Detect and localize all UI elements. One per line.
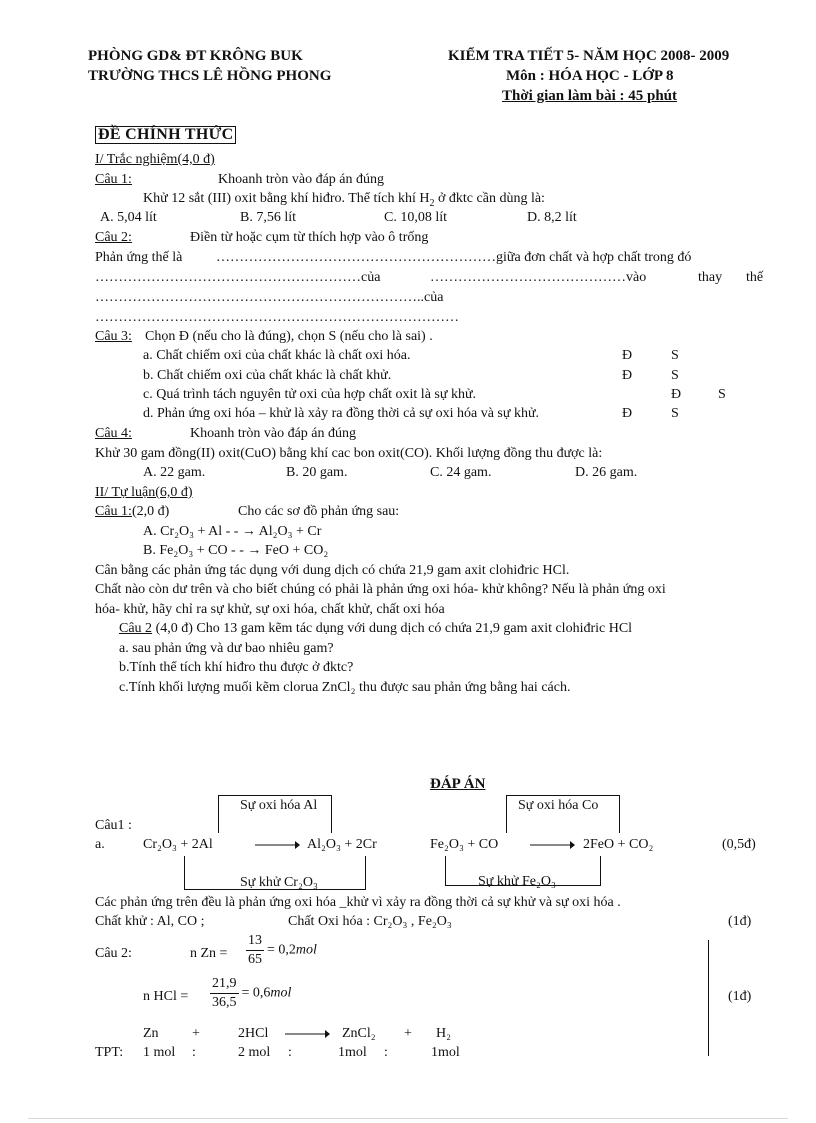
q2-line2-blank-a[interactable]: …………………………………………………của [95, 270, 381, 285]
part1-heading: I/ Trắc nghiệm(4,0 đ) [95, 152, 215, 167]
ox-bracket-2-top [506, 795, 620, 796]
ox-label-1: Sự oxi hóa Al [240, 798, 318, 813]
rxn-hcl: 2HCl [238, 1026, 269, 1041]
answer-title: ĐÁP ÁN [430, 776, 486, 792]
q3-instruction: Chọn Đ (nếu cho là đúng), chọn S (nếu cho là sai) . [145, 329, 433, 344]
n-hcl-label: n HCl = [143, 989, 189, 1004]
tpt-label: TPT: [95, 1045, 124, 1060]
q3-b-true[interactable]: Đ [622, 368, 633, 383]
part2-heading: II/ Tự luận(6,0 đ) [95, 485, 193, 500]
mol-sep-3: : [384, 1045, 388, 1060]
mol-zn: 1 mol [143, 1045, 176, 1060]
ox-bracket-1-left [218, 795, 219, 833]
answer-points-1: (0,5đ) [722, 837, 756, 852]
red-bracket-2-left [445, 856, 446, 886]
eq2-arrow-icon [528, 838, 576, 852]
q2-line2-blank-b[interactable]: ……………………………………vào [430, 270, 647, 285]
mol-h2: 1mol [431, 1045, 460, 1060]
ox-label-2: Sự oxi hóa Co [518, 798, 599, 813]
p2-q1-instruction: Cho các sơ đồ phản ứng sau: [238, 504, 400, 519]
p2-q1-text2: Chất nào còn dư trên và cho biết chúng có phải là phản ứng oxi hóa- khử không? Nếu là phản ứng oxi [95, 582, 666, 597]
q2-line2-word-the: thế [746, 270, 764, 285]
n-zn-formula: $\frac{13}{65}$ = 0,2mol [248, 933, 317, 967]
p2-q1-header: Câu 1:(2,0 đ) [95, 504, 170, 519]
q1-option-b[interactable]: B. 7,56 lít [240, 210, 297, 225]
p2-q1-eq-b: B. Fe₂O₃ + CO - - → FeO + CO₂ [143, 543, 329, 558]
n-hcl-formula: $\frac{21,9}{36,5}$ = 0,6mol [212, 976, 292, 1010]
page-bottom-edge [28, 1118, 788, 1119]
eq1-right: Al₂O₃ + 2Cr [307, 837, 377, 852]
q4-option-a[interactable]: A. 22 gam. [143, 465, 206, 480]
red-label-1: Sự khử Cr₂O₃ [240, 875, 318, 890]
answer-points-3: (1đ) [728, 989, 752, 1004]
ox-bracket-1-right [331, 795, 332, 833]
rxn-h2: H₂ [436, 1026, 451, 1041]
rxn-plus-2: + [404, 1026, 412, 1041]
official-label: ĐỀ CHÍNH THỨC [95, 126, 236, 144]
q1-option-d[interactable]: D. 8,2 lít [527, 210, 577, 225]
eq2-left: Fe₂O₃ + CO [430, 837, 499, 852]
eq1-left: Cr₂O₃ + 2Al [143, 837, 213, 852]
q3-b-false[interactable]: S [671, 368, 679, 383]
subject: Môn : HÓA HỌC - LỚP 8 [506, 68, 674, 84]
answer-points-2: (1đ) [728, 914, 752, 929]
p2-q2-c: c.Tính khối lượng muối kẽm clorua ZnCl₂ thu được sau phản ứng bằng hai cách. [119, 680, 571, 695]
p2-q2-a: a. sau phản ứng và dư bao nhiêu gam? [119, 641, 334, 656]
q1-instruction: Khoanh tròn vào đáp án đúng [218, 172, 385, 187]
q3-d-false[interactable]: S [671, 406, 679, 421]
q2-label: Câu 2: [95, 230, 132, 245]
q1-option-a[interactable]: A. 5,04 lít [100, 210, 157, 225]
q4-option-b[interactable]: B. 20 gam. [286, 465, 348, 480]
ox-bracket-2-right [619, 795, 620, 833]
n-zn-label: n Zn = [190, 946, 228, 961]
q4-label: Câu 4: [95, 426, 132, 441]
answer-q1-label: Câu1 : [95, 818, 132, 833]
q3-statement-d: d. Phản ứng oxi hóa – khử là xảy ra đồng thời cả sự oxi hóa và sự khử. [143, 406, 540, 421]
q3-statement-c: c. Quá trình tách nguyên tử oxi của hợp chất oxit là sự khử. [143, 387, 477, 402]
p2-q1-text1: Cân bằng các phản ứng tác dụng với dung dịch có chứa 21,9 gam axit clohiđric HCl. [95, 563, 570, 578]
q2-line1-blank[interactable]: ……………………………………………………giữa đơn chất và hợp chất trong đó [216, 250, 692, 265]
red-label-2: Sự khử Fe₂O₃ [478, 874, 556, 889]
time-limit: Thời gian làm bài : 45 phút [502, 88, 678, 104]
rxn-arrow-icon [283, 1027, 331, 1041]
p2-q1-eq-a: A. Cr₂O₃ + Al - - → Al₂O₃ + Cr [143, 524, 322, 539]
q3-c-false[interactable]: S [718, 387, 726, 402]
q1-option-c[interactable]: C. 10,08 lít [384, 210, 448, 225]
q1-text: Khử 12 sắt (III) oxit bằng khí hiđro. Thể tích khí $H_2$ ở đktc cần dùng là: [143, 191, 545, 209]
answer-part-a: a. [95, 837, 105, 852]
exam-title: KIỂM TRA TIẾT 5- NĂM HỌC 2008- 2009 [448, 48, 730, 64]
q3-d-true[interactable]: Đ [622, 406, 633, 421]
p2-q2-text: Câu 2 (4,0 đ) Cho 13 gam kẽm tác dụng với dung dịch có chứa 21,9 gam axit clohiđric HCl [119, 621, 633, 636]
school-dept: PHÒNG GD& ĐT KRÔNG BUK [88, 48, 303, 64]
ox-bracket-1-top [218, 795, 332, 796]
q3-label: Câu 3: [95, 329, 132, 344]
oxidizing-agents: Chất Oxi hóa : Cr₂O₃ , Fe₂O₃ [288, 914, 452, 929]
q2-line2-word-thay: thay [698, 270, 723, 285]
reducing-agents: Chất khử : Al, CO ; [95, 914, 205, 929]
eq2-right: 2FeO + CO₂ [583, 837, 654, 852]
red-bracket-1-left [184, 856, 185, 890]
q4-option-c[interactable]: C. 24 gam. [430, 465, 492, 480]
answer-q2-label: Câu 2: [95, 946, 132, 961]
mol-hcl: 2 mol [238, 1045, 271, 1060]
mol-sep-1: : [192, 1045, 196, 1060]
q3-a-true[interactable]: Đ [622, 348, 633, 363]
margin-rule [708, 940, 709, 1056]
ox-bracket-2-left [506, 795, 507, 833]
q3-statement-b: b. Chất chiếm oxi của chất khác là chất khử. [143, 368, 392, 383]
red-bracket-1-right [365, 856, 366, 890]
q2-line3-blank[interactable]: ……………………………………………………………..của [95, 290, 444, 305]
q2-instruction: Điền từ hoặc cụm từ thích hợp vào ô trống [190, 230, 429, 245]
mol-zncl2: 1mol [338, 1045, 367, 1060]
q3-c-true[interactable]: Đ [671, 387, 682, 402]
q4-text: Khử 30 gam đồng(II) oxit(CuO) bằng khí cac bon oxit(CO). Khối lượng đồng thu được là: [95, 446, 603, 461]
school-name: TRƯỜNG THCS LÊ HỒNG PHONG [88, 68, 332, 84]
q2-line4-blank[interactable]: …………………………………………………………………… [95, 310, 459, 325]
q3-a-false[interactable]: S [671, 348, 679, 363]
rxn-zncl2: ZnCl₂ [342, 1026, 376, 1041]
rxn-zn: Zn [143, 1026, 159, 1041]
mol-sep-2: : [288, 1045, 292, 1060]
red-bracket-2-right [600, 856, 601, 886]
rxn-plus-1: + [192, 1026, 200, 1041]
q2-line1-start: Phản ứng thế là [95, 250, 183, 265]
q4-instruction: Khoanh tròn vào đáp án đúng [190, 426, 357, 441]
q1-label: Câu 1: [95, 172, 132, 187]
p2-q2-b: b.Tính thể tích khí hiđro thu được ở đktc? [119, 660, 354, 675]
q4-option-d[interactable]: D. 26 gam. [575, 465, 638, 480]
p2-q1-text3: hóa- khử, hãy chỉ ra sự khử, sự oxi hóa, chất khử, chất oxi hóa [95, 602, 445, 617]
eq1-arrow-icon [253, 838, 301, 852]
q3-statement-a: a. Chất chiếm oxi của chất khác là chất oxi hóa. [143, 348, 411, 363]
answer-text-1: Các phản ứng trên đều là phản ứng oxi hóa _khử vì xảy ra đồng thời cả sự khử và sự oxi hóa . [95, 895, 621, 910]
